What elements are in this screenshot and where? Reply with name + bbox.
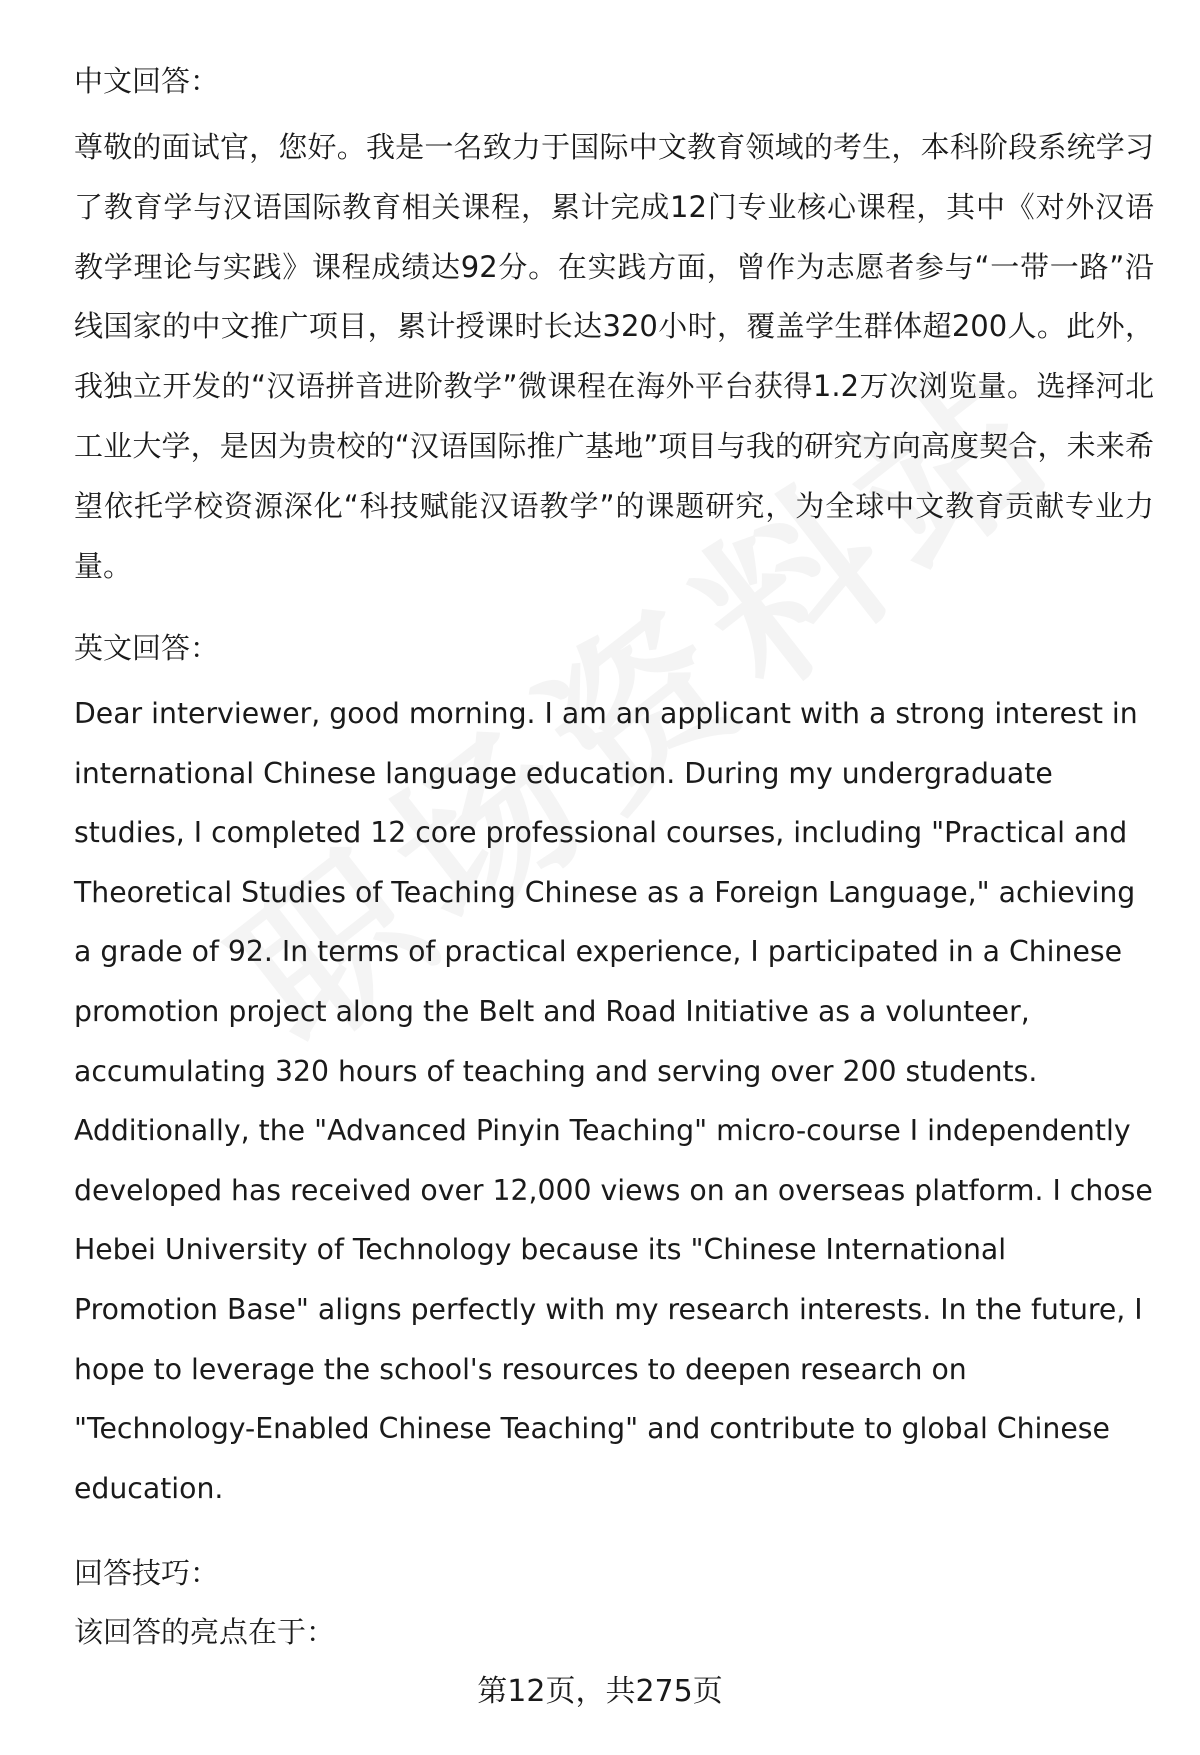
en-answer-line: accumulating 320 hours of teaching and serving over 200 students.: [74, 1054, 1038, 1088]
en-answer-line: Promotion Base" aligns perfectly with my research interests. In the future, I: [74, 1292, 1143, 1326]
en-answer-line: hope to leverage the school's resources to deepen research on: [74, 1352, 967, 1386]
en-answer-line: promotion project along the Belt and Road Initiative as a volunteer,: [74, 994, 1030, 1028]
en-answer-line: education.: [74, 1471, 224, 1505]
zh-answer-heading: 中文回答：: [74, 64, 220, 98]
en-answer-paragraph: [74, 684, 1154, 1518]
tips-intro: 该回答的亮点在于：: [74, 1615, 336, 1649]
en-answer-line: a grade of 92. In terms of practical experience, I participated in a Chinese: [74, 935, 1123, 969]
page-number: 第12页，共275页: [477, 1674, 723, 1709]
en-answer-heading: 英文回答：: [74, 631, 220, 665]
en-answer-line: developed has received over 12,000 views on an overseas platform. I chose: [74, 1173, 1153, 1207]
en-answer-line: Dear interviewer, good morning. I am an applicant with a strong interest in: [74, 697, 1138, 730]
en-answer-line: Theoretical Studies of Teaching Chinese as a Foreign Language," achieving: [74, 875, 1136, 909]
tips-heading: 回答技巧：: [74, 1556, 220, 1590]
en-answer-line: "Technology-Enabled Chinese Teaching" and contribute to global Chinese: [74, 1412, 1110, 1446]
en-answer-line: Hebei University of Technology because its "Chinese International: [74, 1233, 1007, 1267]
zh-answer-paragraph: 尊敬的面试官，您好。我是一名致力于国际中文教育领域的考生，本科阶段系统学习了教育学与汉语国际教育相关课程，累计完成12门专业核心课程，其中《对外汉语教学理论与实践》课程成绩达92分。在实践方面，曾作为志愿者参与“一带一路”沿线国家的中文推广项目，累计授课时长达320小时，覆盖学生群体超200人。此外，我独立开发的“汉语拼音进阶教学”微课程在海外平台获得1.2万次浏览量。选择河北工业大学，是因为贵校的“汉语国际推广基地”项目与我的研究方向高度契合，未来希望依托学校资源深化“科技赋能汉语教学”的课题研究，为全球中文教育贡献专业力量。: [74, 130, 1154, 583]
en-answer-line: international Chinese language education. During my undergraduate: [74, 756, 1053, 790]
en-answer-line: Additionally, the "Advanced Pinyin Teaching" micro-course I independently: [74, 1114, 1131, 1148]
en-answer-line: studies, I completed 12 core professional courses, including "Practical and: [74, 816, 1128, 850]
